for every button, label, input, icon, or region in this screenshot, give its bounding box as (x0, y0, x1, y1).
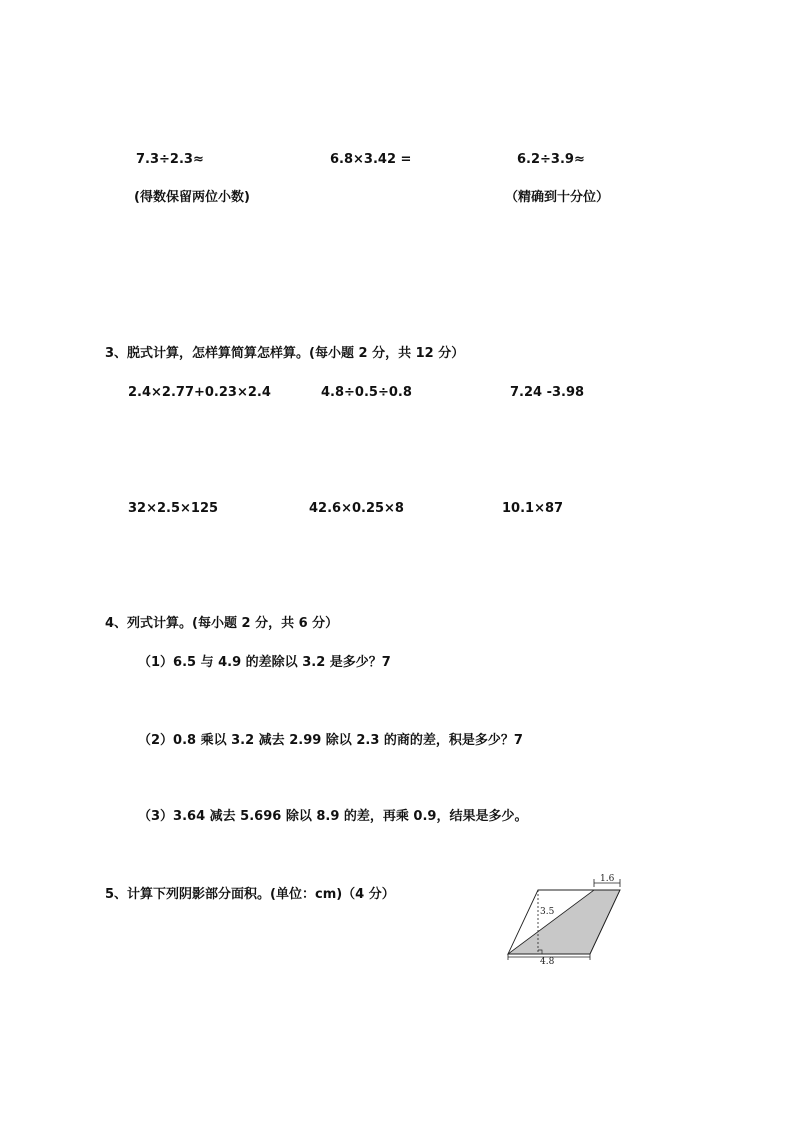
section3-heading: 3、脱式计算，怎样算简算怎样算。(每小题 2 分，共 12 分） (105, 346, 465, 361)
section4-heading: 4、列式计算。(每小题 2 分，共 6 分） (105, 616, 339, 631)
problem-6-2-div-3-9: 6.2÷3.9≈ (517, 152, 585, 167)
section3-row1-item2: 4.8÷0.5÷0.8 (321, 385, 412, 400)
problem-6-8-times-3-42: 6.8×3.42 = (330, 152, 412, 167)
parallelogram-shaded-figure (502, 872, 632, 964)
section4-item-1: （1）6.5 与 4.9 的差除以 3.2 是多少？7 (138, 655, 391, 670)
top-length-label: 1.6 (600, 874, 615, 884)
note-nearest-tenth: （精确到十分位） (505, 190, 610, 205)
problem-7-3-div-2-3: 7.3÷2.3≈ (136, 152, 204, 167)
section4-item-2: （2）0.8 乘以 3.2 减去 2.99 除以 2.3 的商的差，积是多少？7 (138, 733, 523, 748)
shaded-region (508, 890, 620, 954)
section3-row2-item1: 32×2.5×125 (128, 501, 219, 516)
section5-heading: 5、计算下列阴影部分面积。(单位：cm)（4 分） (105, 887, 395, 902)
section3-row2-item2: 42.6×0.25×8 (309, 501, 404, 516)
height-label: 3.5 (540, 907, 555, 917)
section3-row2-item3: 10.1×87 (502, 501, 564, 516)
note-two-decimals: (得数保留两位小数) (134, 190, 250, 205)
base-length-label: 4.8 (540, 957, 555, 964)
section3-row1-item1: 2.4×2.77+0.23×2.4 (128, 385, 271, 400)
section3-row1-item3: 7.24 -3.98 (510, 385, 585, 400)
section4-item-3: （3）3.64 减去 5.696 除以 8.9 的差，再乘 0.9，结果是多少。 (138, 809, 528, 824)
